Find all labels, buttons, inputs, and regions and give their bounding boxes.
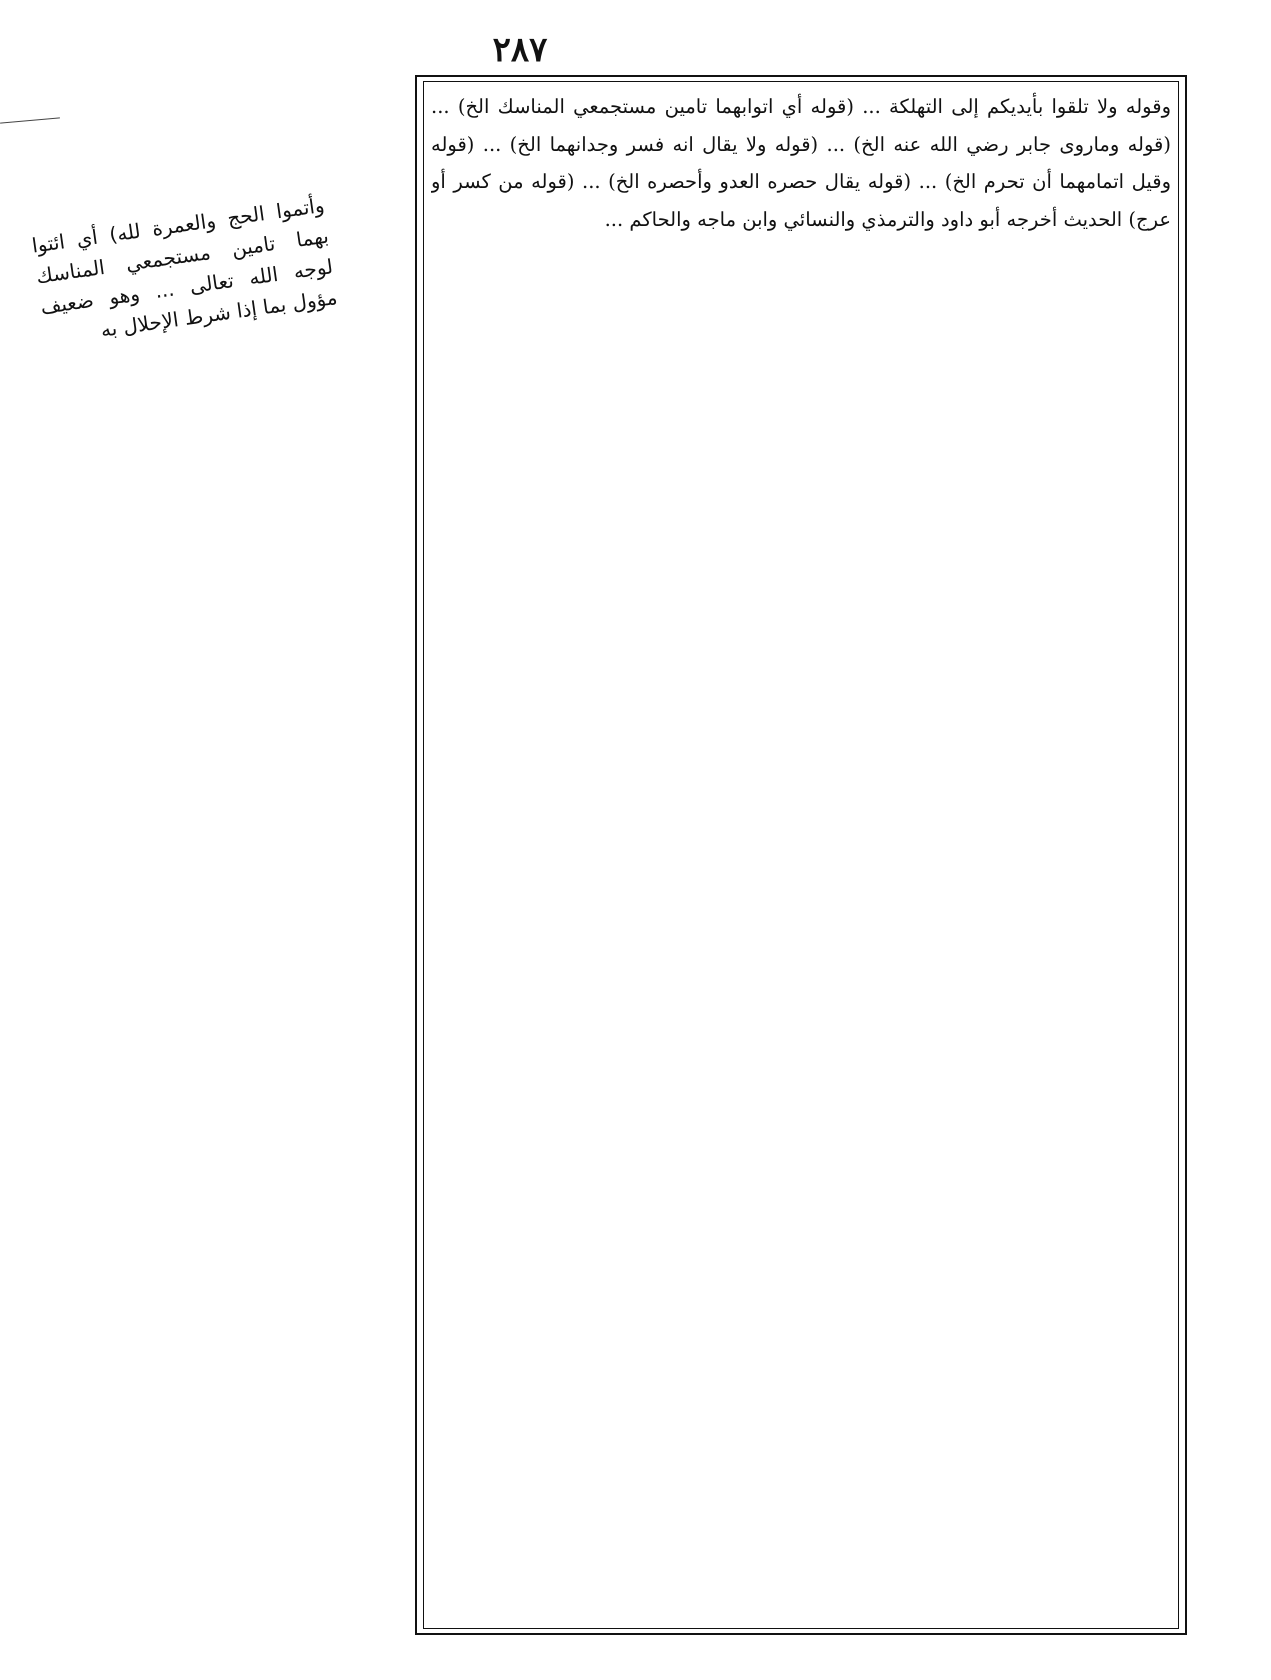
page-number: ٢٨٧ (492, 30, 548, 70)
edge-mark (0, 117, 60, 123)
margin-note: وأتموا الحج والعمرة لله) أي ائتوا بهما تامين مستجمعي المناسك لوجه الله تعالى ... وهو ضعيف مؤول بما إذا شرط الإحلال به (30, 192, 339, 342)
main-text-block (431, 88, 1171, 1623)
margin-commentary (30, 190, 475, 1320)
main-text: وقوله ولا تلقوا بأيديكم إلى التهلكة ... (قوله أي اتوابهما تامين مستجمعي المناسك الخ) ... (قوله وماروى جابر رضي الله عنه الخ) ... (قوله ولا يقال انه فسر وجدانهما الخ) ... (قوله وقيل اتمامهما أن تحرم الخ) ... (قوله يقال حصره العدو وأحصره الخ) ... (قوله من كسر أو عرج) الحديث أخرجه أبو داود والترمذي والنسائي وابن ماجه والحاكم ... (431, 95, 1171, 231)
